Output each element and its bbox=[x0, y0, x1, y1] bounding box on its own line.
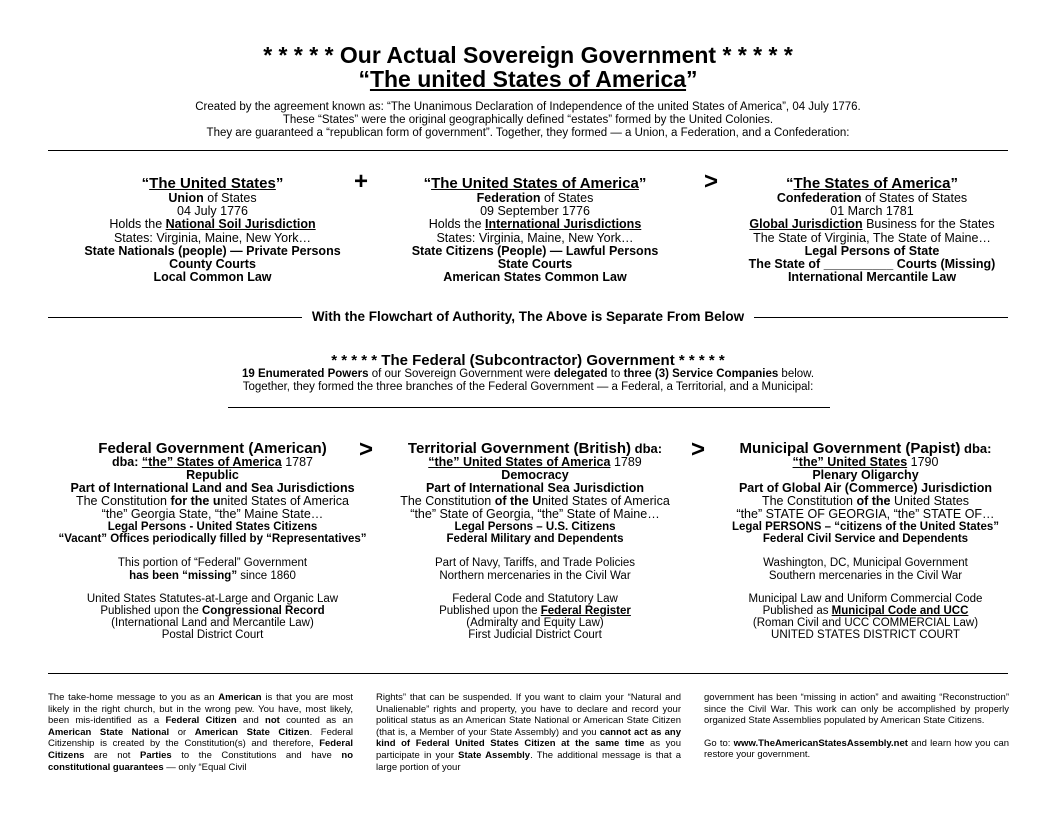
papist-law1: Municipal Law and Uniform Commercial Code bbox=[748, 592, 983, 605]
federation-type: Federation of States bbox=[476, 191, 594, 205]
confederation-states: The State of Virginia, The State of Maine… bbox=[753, 230, 991, 245]
federation-heading: “The United States of America” bbox=[423, 175, 647, 192]
footer-column-2: Rights” that can be suspended. If you want to claim your “Natural and Unalienable” rights and property, you have to declare and record your political status as an American State National or American State Citizen (that is, a Member of your State Assembly) and you cannot act as any kind of Federal United States Citizen at the same time as you participate in your State Assembly. The additional message is that a large portion of your bbox=[376, 692, 682, 773]
papist-persons: Legal PERSONS – “citizens of the United States” bbox=[731, 521, 1000, 533]
american-heading: Federal Government (American) bbox=[98, 440, 327, 457]
page-subtitle bbox=[0, 66, 1056, 92]
british-heading: Territorial Government (British) dba: bbox=[407, 440, 663, 457]
federation-courts: State Courts bbox=[497, 257, 573, 272]
british-offices: Federal Military and Dependents bbox=[446, 533, 624, 546]
divider-short bbox=[228, 407, 830, 408]
confederation-law: International Mercantile Law bbox=[787, 270, 957, 285]
intro-line: They are guaranteed a “republican form of government”. Together, they formed — a Union, a Federation, and a Confederation: bbox=[206, 127, 850, 139]
american-court: Postal District Court bbox=[161, 629, 264, 642]
british-column bbox=[380, 441, 690, 642]
confederation-persons: Legal Persons of State bbox=[804, 243, 940, 258]
greater-than-symbol: > bbox=[704, 168, 719, 195]
intro-paragraph bbox=[0, 101, 1056, 140]
greater-than-symbol: > bbox=[359, 436, 374, 463]
title-main: The united States of America bbox=[369, 66, 687, 92]
papist-part: Part of Global Air (Commerce) Jurisdiction bbox=[738, 481, 993, 495]
british-court: First Judicial District Court bbox=[468, 629, 602, 642]
greater-than-symbol: > bbox=[691, 436, 706, 463]
papist-heading: Municipal Government (Papist) dba: bbox=[739, 440, 992, 457]
footer-paragraph: government has been “missing in action” and awaiting “Reconstruction” since the Civil War. This work can only be accomplished by properly organized State Assemblies populated by American State Citizens. bbox=[704, 692, 1009, 727]
confederation-heading: “The States of America” bbox=[786, 175, 958, 192]
flow-divider-text: With the Flowchart of Authority, The Above is Separate From Below bbox=[302, 309, 754, 324]
confederation-type: Confederation of States of States bbox=[776, 191, 968, 205]
website-link[interactable]: www.TheAmericanStatesAssembly.net bbox=[733, 737, 908, 749]
papist-constitution: The Constitution of the United States bbox=[761, 494, 970, 508]
british-law3: (Admiralty and Equity Law) bbox=[466, 617, 604, 630]
british-state-names: “the” State of Georgia, “the” State of Maine… bbox=[410, 507, 660, 521]
union-jurisdiction: Holds the National Soil Jurisdiction bbox=[109, 217, 316, 232]
american-note2: has been “missing” since 1860 bbox=[129, 569, 296, 582]
federation-column bbox=[380, 176, 690, 284]
american-column bbox=[50, 441, 375, 642]
union-states: States: Virginia, Maine, New York… bbox=[113, 230, 312, 245]
page-title: * * * * * Our Actual Sovereign Government * * * * * bbox=[263, 42, 793, 68]
intro-line: Created by the agreement known as: “The Unanimous Declaration of Independence of the united States of America”, 04 July 1776. bbox=[195, 101, 861, 113]
papist-column bbox=[718, 441, 1013, 642]
papist-law3: (Roman Civil and UCC COMMERCIAL Law) bbox=[752, 617, 979, 630]
british-part: Part of International Sea Jurisdiction bbox=[425, 481, 645, 495]
american-constitution: The Constitution for the united States of America bbox=[75, 494, 350, 508]
american-law3: (International Land and Mercantile Law) bbox=[111, 617, 314, 630]
divider bbox=[48, 150, 1008, 151]
union-persons: State Nationals (people) — Private Persons bbox=[84, 243, 341, 258]
papist-dba: “the” United States 1790 bbox=[792, 455, 939, 469]
american-part: Part of International Land and Sea Jurisdictions bbox=[70, 481, 355, 495]
union-type: Union of States bbox=[168, 191, 257, 205]
papist-offices: Federal Civil Service and Dependents bbox=[762, 533, 969, 546]
american-dba: dba: “the” States of America 1787 bbox=[112, 455, 313, 469]
federation-jurisdiction: Holds the International Jurisdictions bbox=[428, 217, 642, 232]
american-law2: Published upon the Congressional Record bbox=[100, 605, 325, 618]
federation-date: 09 September 1776 bbox=[480, 204, 590, 219]
british-form: Democracy bbox=[501, 468, 569, 482]
papist-form: Plenary Oligarchy bbox=[812, 468, 919, 482]
title-quote-close: ” bbox=[686, 66, 698, 92]
federal-title: * * * * * The Federal (Subcontractor) Government * * * * * bbox=[331, 352, 725, 369]
british-law2: Published upon the Federal Register bbox=[439, 605, 631, 618]
papist-note2: Southern mercenaries in the Civil War bbox=[768, 569, 963, 582]
union-courts: County Courts bbox=[169, 257, 256, 272]
british-note1: Part of Navy, Tariffs, and Trade Policies bbox=[434, 557, 636, 570]
american-offices: “Vacant” Offices periodically filled by “Representatives” bbox=[58, 533, 367, 546]
federal-subtitle-line2: Together, they formed the three branches of the Federal Government — a Federal, a Territorial, and a Municipal: bbox=[242, 380, 814, 393]
british-constitution: The Constitution of the United States of America bbox=[400, 494, 670, 508]
confederation-date: 01 March 1781 bbox=[830, 204, 914, 219]
intro-line: These “States” were the original geographically defined “estates” formed by the United Colonies. bbox=[282, 114, 774, 126]
american-note1: This portion of “Federal” Government bbox=[117, 557, 308, 570]
american-state-names: “the” Georgia State, “the” Maine State… bbox=[101, 507, 324, 521]
federation-law: American States Common Law bbox=[443, 270, 627, 285]
divider bbox=[48, 673, 1008, 674]
federal-subtitle bbox=[0, 368, 1056, 393]
papist-note1: Washington, DC, Municipal Government bbox=[763, 557, 968, 570]
papist-state-names: “the” STATE OF GEORGIA, “the” STATE OF… bbox=[736, 507, 995, 521]
papist-court: UNITED STATES DISTRICT COURT bbox=[771, 629, 960, 642]
plus-symbol: + bbox=[354, 168, 369, 195]
federal-subtitle-line1: 19 Enumerated Powers of our Sovereign Government were delegated to three (3) Service Companies below. bbox=[241, 368, 815, 380]
flow-divider bbox=[0, 309, 1056, 325]
american-persons: Legal Persons - United States Citizens bbox=[107, 521, 318, 533]
footer-column-3 bbox=[704, 692, 1009, 761]
british-dba: “the” United States of America 1789 bbox=[428, 455, 642, 469]
confederation-courts: The State of __________ Courts (Missing) bbox=[748, 257, 996, 272]
union-law: Local Common Law bbox=[153, 270, 272, 285]
union-date: 04 July 1776 bbox=[177, 204, 248, 219]
title-quote-open: “ bbox=[358, 66, 370, 92]
union-heading: “The United States” bbox=[141, 175, 284, 192]
british-law1: Federal Code and Statutory Law bbox=[452, 592, 618, 605]
footer-column-1: The take-home message to you as an American is that you are most likely in the right church, but in the wrong pew. You have, most likely, been mis-identified as a Federal Citizen and not counted as an American State National or American State Citizen. Federal Citizenship is created by the Constitution(s) and therefore, Federal Citizens are not Parties to the Constitutions and have no constitutional guarantees — only “Equal Civil bbox=[48, 692, 353, 773]
american-form: Republic bbox=[186, 468, 239, 482]
british-note2: Northern mercenaries in the Civil War bbox=[439, 569, 631, 582]
papist-law2: Published as Municipal Code and UCC bbox=[762, 605, 969, 618]
confederation-column bbox=[722, 176, 1022, 284]
federation-persons: State Citizens (People) — Lawful Persons bbox=[411, 243, 659, 258]
british-persons: Legal Persons – U.S. Citizens bbox=[454, 521, 616, 533]
american-law1: United States Statutes-at-Large and Organic Law bbox=[86, 592, 339, 605]
confederation-jurisdiction: Global Jurisdiction Business for the States bbox=[749, 217, 995, 232]
federation-states: States: Virginia, Maine, New York… bbox=[436, 230, 634, 245]
union-column bbox=[60, 176, 365, 284]
footer-paragraph-link: Go to: www.TheAmericanStatesAssembly.net and learn how you can restore your government. bbox=[704, 737, 1010, 761]
